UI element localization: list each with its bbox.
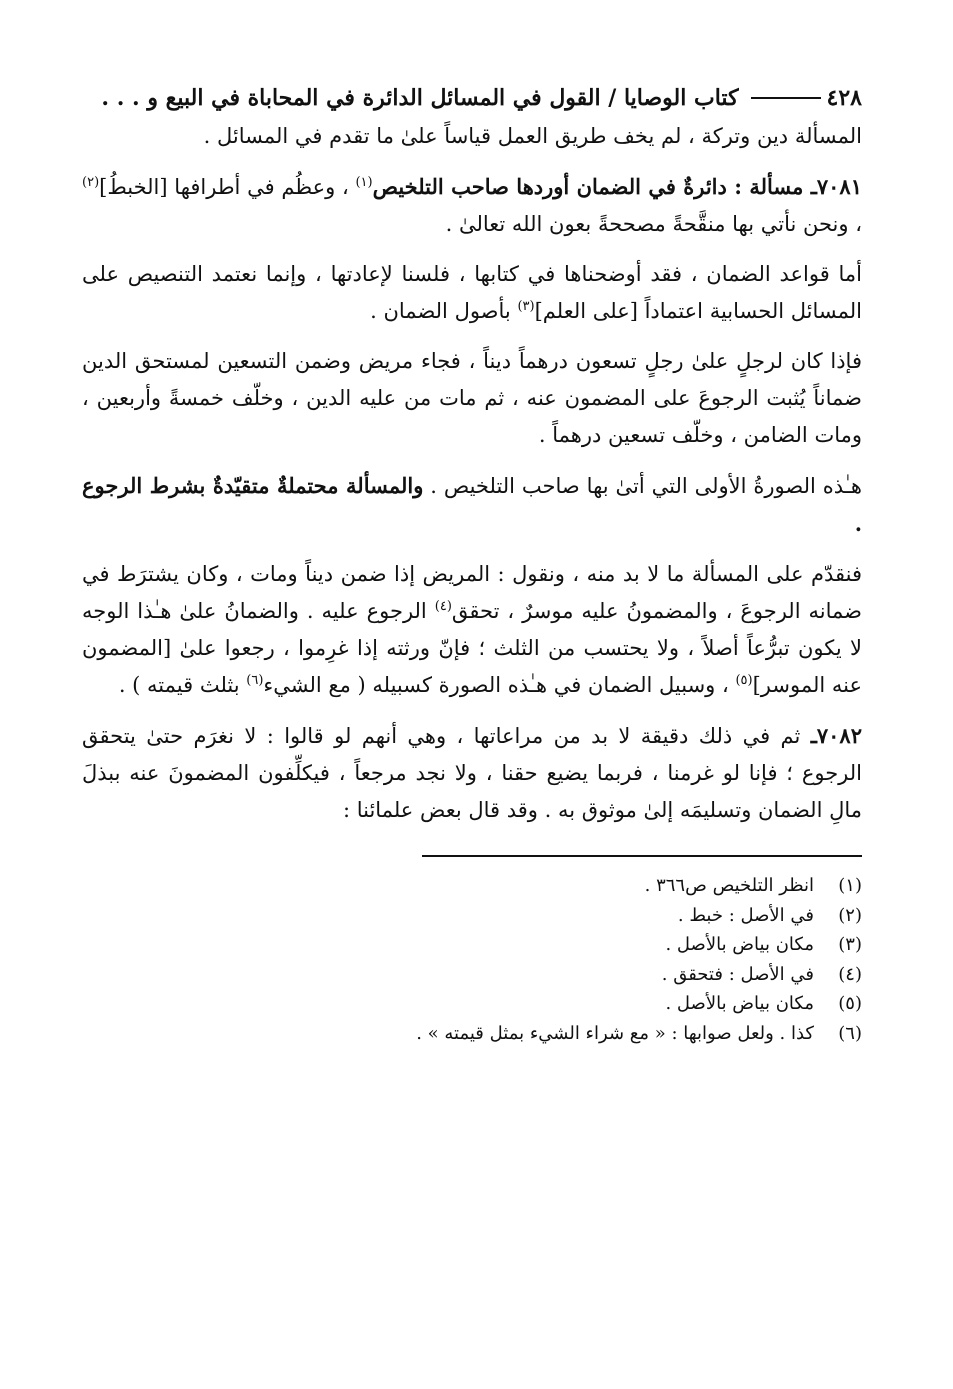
footnote bbox=[82, 930, 862, 960]
text-run: ٧٠٨١ـ مسألة : دائرةٌ في الضمان أوردها صاحب التلخيص bbox=[372, 174, 862, 199]
text-run: بثلث قيمته ) . bbox=[118, 673, 247, 697]
text-run: والمسألة محتملةٌ متقيّدةٌ بشرط الرجوع . bbox=[82, 473, 862, 536]
footnote-text: كذا . ولعل صوابها : « مع شراء الشيء بمثل قيمته » . bbox=[416, 1022, 814, 1044]
footnote-text: انظر التلخيص ص٣٦٦ . bbox=[644, 875, 814, 896]
footnote-text: في الأصل : فتحقق . bbox=[661, 963, 814, 985]
paragraph bbox=[82, 717, 862, 829]
text-run: الرجوع عليه . والضمانُ علىٰ هـٰذا الوجه لا يكون تبرُّعاً أصلاً ، ولا يحتسب من الثلث ؛ فإنّ ورثته إذا غرِموا ، رجعوا علىٰ [المضمون عنه الموسر] bbox=[82, 599, 862, 697]
book-page bbox=[82, 78, 862, 1048]
running-title: كتاب الوصايا / القول في المسائل الدائرة في المحاباة في البيع و . . . bbox=[101, 85, 739, 111]
text-run: ، ونحن نأتي بها منقَّحةً مصححةً بعون الله تعالىٰ . bbox=[445, 212, 862, 236]
text-run: المسألة دين وتركة ، لم يخف طريق العمل قياساً علىٰ ما تقدم في المسائل . bbox=[203, 124, 862, 148]
body-text bbox=[82, 118, 862, 829]
running-header bbox=[82, 78, 862, 118]
footnote-separator bbox=[422, 855, 862, 857]
footnote-ref: (٤) bbox=[434, 599, 452, 614]
paragraph bbox=[82, 343, 862, 454]
text-run: فنقدّم على المسألة ما لا بد منه ، ونقول : المريض إذا ضمن ديناً ومات ، وكان يشترَط في ضمانه الرجوعَ ، والمضمونُ عليه موسرٌ ، تحقق bbox=[82, 562, 862, 623]
paragraph bbox=[82, 118, 862, 155]
page-number: ٤٢٨ bbox=[826, 85, 862, 111]
footnote-ref: (١) bbox=[355, 175, 373, 190]
footnotes bbox=[82, 871, 862, 1048]
text-run: ثم في ذلك دقيقة لا بد من مراعاتها ، وهي أنهم لو قالوا : لا نغرَم حتىٰ يتحقق الرجوع ؛ فإنا لو غرمنا ، فربما يضيع حقنا ، ولا نجد مرجعاً ، فيكلِّفون المضمونَ عنه ببذلَ مالِ الضمان وتسليمَه إلىٰ موثوق به . وقد قال بعض علمائنا : bbox=[82, 724, 862, 822]
footnote bbox=[82, 871, 862, 901]
paragraph bbox=[82, 467, 862, 543]
footnote bbox=[82, 960, 862, 990]
footnote bbox=[82, 1019, 862, 1049]
footnote-ref: (٥) bbox=[735, 673, 753, 688]
footnote-number: (٤) bbox=[838, 963, 862, 985]
footnote-text: مكان بياض بالأصل . bbox=[665, 934, 814, 955]
footnote-text: مكان بياض بالأصل . bbox=[665, 993, 814, 1014]
text-run: ، وسبيل الضمان في هـٰذه الصورة كسبيله ( مع الشيء bbox=[263, 673, 736, 697]
footnote-number: (٣) bbox=[838, 934, 862, 955]
footnote-text: في الأصل : خبط . bbox=[677, 904, 814, 926]
footnote-number: (٢) bbox=[838, 904, 862, 926]
footnote-number: (٥) bbox=[838, 993, 862, 1014]
text-run: بأصول الضمان . bbox=[370, 299, 518, 323]
text-run: أما قواعد الضمان ، فقد أوضحناها في كتابها ، فلسنا لإعادتها ، وإنما نعتمد التنصيص على المسائل الحسابية اعتماداً [على العلم] bbox=[82, 262, 862, 323]
paragraph bbox=[82, 256, 862, 330]
text-run: فإذا كان لرجلٍ علىٰ رجلٍ تسعون درهماً ديناً ، فجاء مريض وضمن التسعين لمستحق الدين ضماناً يُثبت الرجوعَ على المضمون عنه ، ثم مات من عليه الدين ، وخلّف خمسةً وأربعين ، ومات الضامن ، وخلّف تسعين درهماً . bbox=[82, 349, 862, 447]
footnote-ref: (٢) bbox=[82, 175, 100, 190]
footnote-ref: (٦) bbox=[246, 673, 264, 688]
footnote-number: (٦) bbox=[838, 1022, 862, 1044]
text-run: ، وعظُم في أطرافها [الخبطُ] bbox=[99, 175, 356, 199]
footnote-ref: (٣) bbox=[517, 299, 535, 314]
paragraph bbox=[82, 556, 862, 704]
text-run: ٧٠٨٢ـ bbox=[810, 723, 862, 748]
paragraph bbox=[82, 168, 862, 243]
footnote bbox=[82, 989, 862, 1019]
header-rule bbox=[751, 97, 821, 99]
text-run: هـٰذه الصورةُ الأولى التي أتىٰ بها صاحب التلخيص . bbox=[423, 474, 862, 498]
footnote bbox=[82, 901, 862, 931]
footnote-number: (١) bbox=[838, 875, 862, 896]
